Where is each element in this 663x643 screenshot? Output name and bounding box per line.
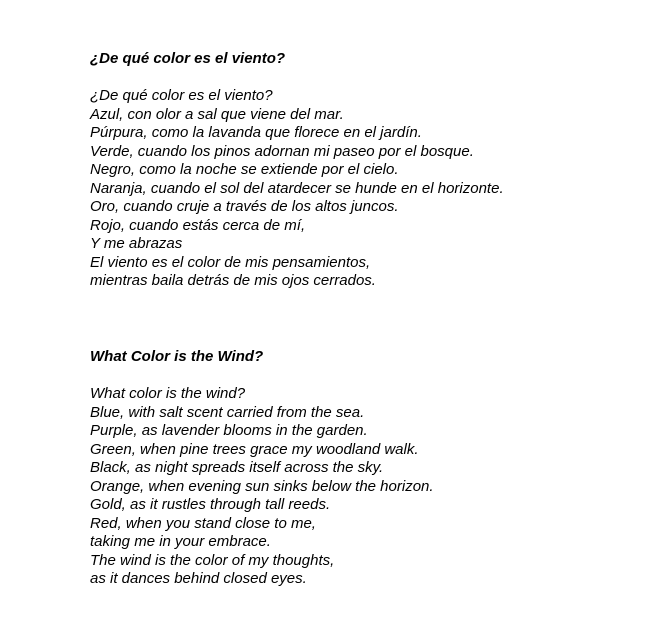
- poem-line: Blue, with salt scent carried from the sea.: [90, 403, 365, 421]
- poem-line: Purple, as lavender blooms in the garden.: [90, 422, 368, 439]
- poem-line: The wind is the color of my thoughts,: [90, 551, 335, 569]
- poem-line: Green, when pine trees grace my woodland walk.: [90, 440, 419, 458]
- poem-line: Oro, cuando cruje a través de los altos juncos.: [90, 198, 399, 215]
- poem-line: Negro, como la noche se extiende por el cielo.: [90, 161, 399, 178]
- poem-title: ¿De qué color es el viento?: [90, 50, 286, 67]
- poem-spanish: [90, 49, 504, 291]
- poem-english: [90, 347, 434, 589]
- poem-line: Y me abrazas: [90, 235, 183, 252]
- poem-body: [90, 87, 504, 291]
- poem-line: Orange, when evening sun sinks below the horizon.: [90, 477, 434, 495]
- poem-line: What color is the wind?: [90, 385, 246, 402]
- poem-line: taking me in your embrace.: [90, 533, 271, 550]
- poem-line: Púrpura, como la lavanda que florece en el jardín.: [90, 124, 422, 141]
- poem-line: Verde, cuando los pinos adornan mi paseo por el bosque.: [90, 142, 474, 160]
- poem-line: ¿De qué color es el viento?: [90, 87, 273, 104]
- poem-line: Azul, con olor a sal que viene del mar.: [90, 105, 344, 123]
- poem-line: mientras baila detrás de mis ojos cerrados.: [90, 272, 376, 289]
- poem-title: What Color is the Wind?: [90, 348, 264, 365]
- poem-line: Gold, as it rustles through tall reeds.: [90, 496, 331, 513]
- poem-line: Rojo, cuando estás cerca de mí,: [90, 216, 306, 234]
- poem-line: Naranja, cuando el sol del atardecer se hunde en el horizonte.: [90, 179, 504, 197]
- poem-line: Black, as night spreads itself across the sky.: [90, 459, 384, 476]
- poem-body: [90, 385, 434, 589]
- poem-line: El viento es el color de mis pensamientos,: [90, 253, 371, 271]
- poem-line: Red, when you stand close to me,: [90, 514, 316, 532]
- poem-line: as it dances behind closed eyes.: [90, 570, 307, 587]
